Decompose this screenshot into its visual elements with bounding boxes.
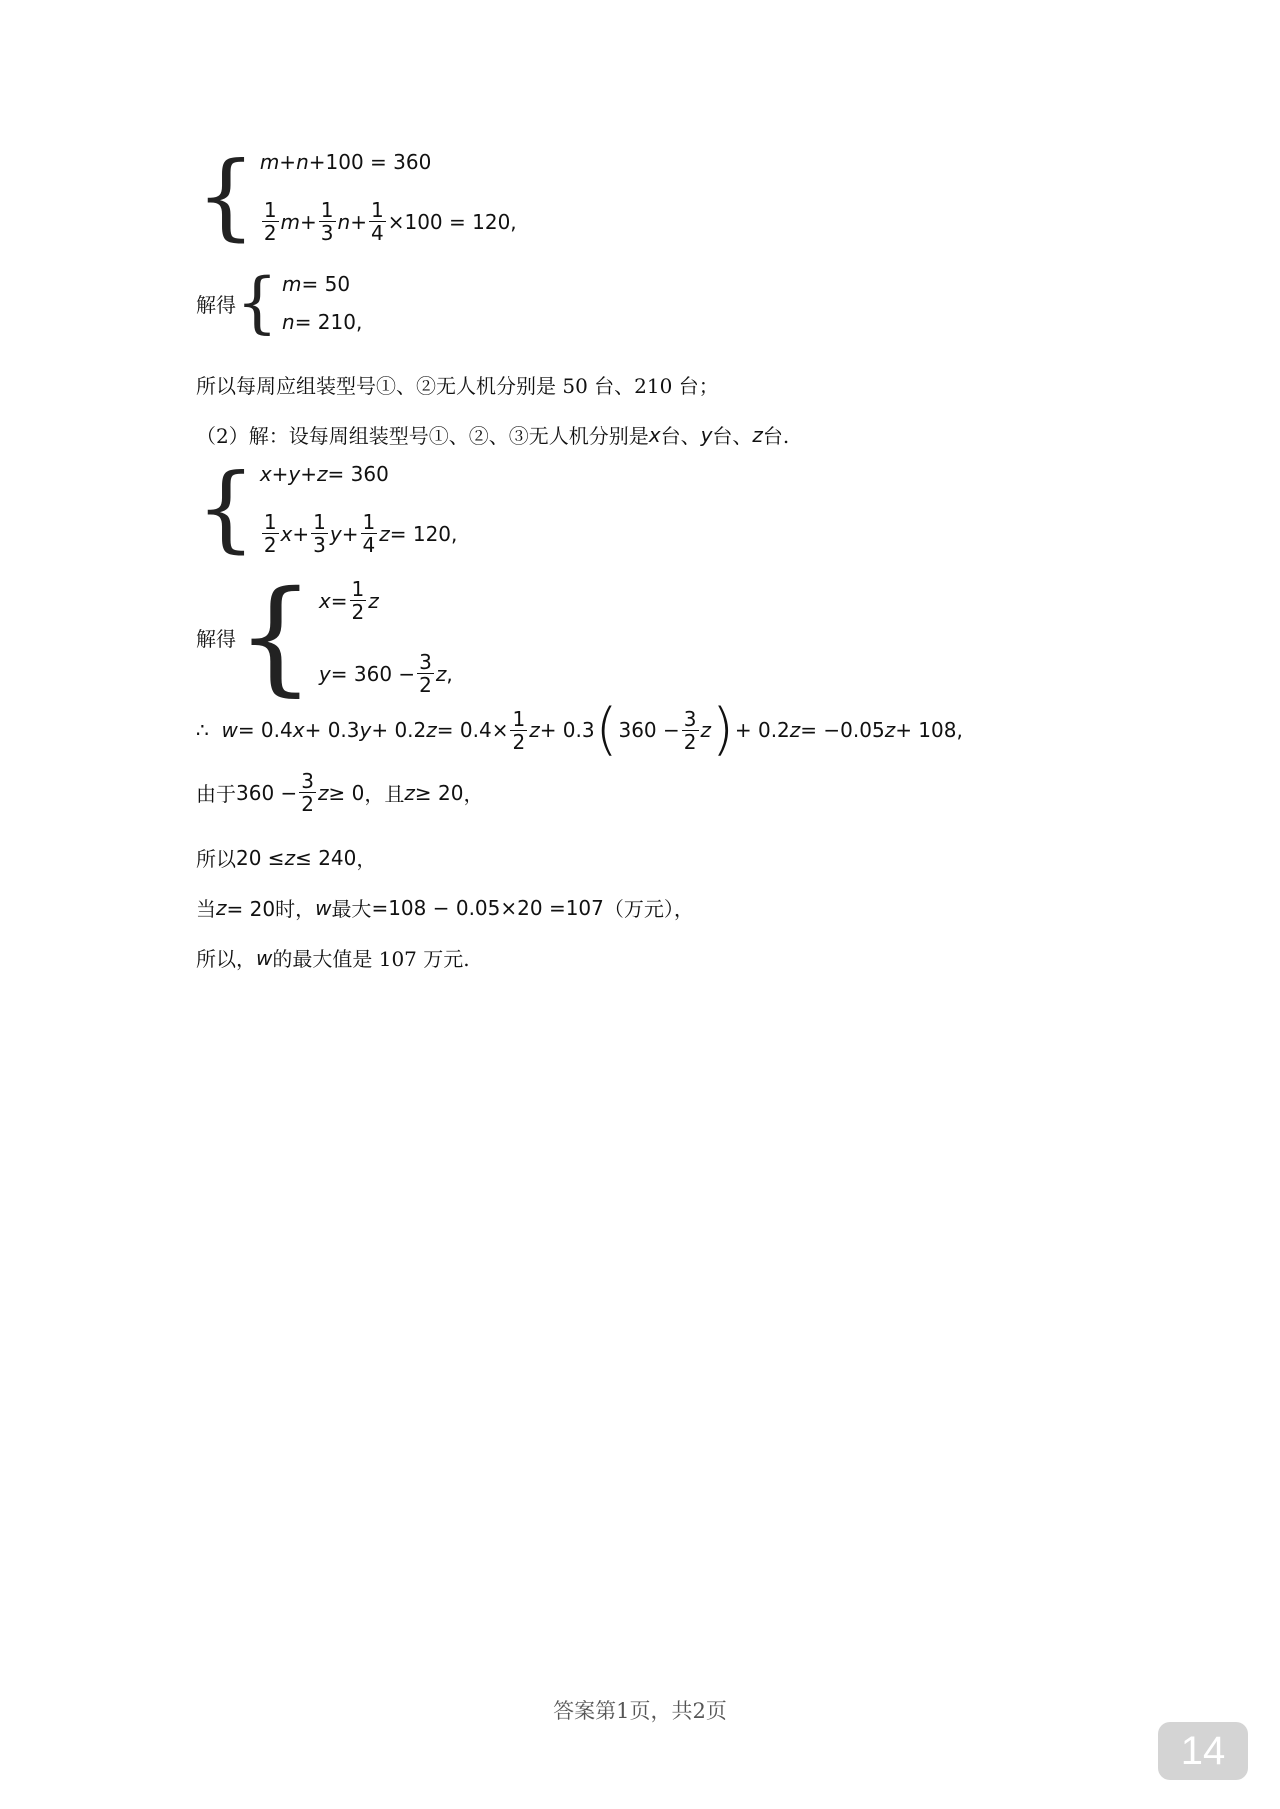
eq1-row1: m + n +100 = 360 bbox=[259, 150, 432, 174]
right-paren: ) bbox=[712, 697, 734, 762]
eq2-row2: $\frac{1}{2}$ x + $\frac{1}{3}$ y + $\frac{1}{4}$ z = 120 , bbox=[263, 510, 458, 557]
fraction: $\frac{3}{2}$ bbox=[301, 769, 315, 816]
fraction: $\frac{1}{3}$ bbox=[320, 198, 334, 245]
sol2-row2: y = 360 − $\frac{3}{2}$ z , bbox=[318, 650, 453, 697]
fraction: $\frac{1}{4}$ bbox=[370, 198, 384, 245]
fraction: $\frac{1}{3}$ bbox=[313, 510, 326, 557]
fraction: $\frac{1}{2}$ bbox=[512, 706, 526, 754]
range-line: 所以 20 ≤ z ≤ 240 ， bbox=[196, 845, 377, 871]
solve-label: 解得 bbox=[196, 626, 236, 651]
brace: { bbox=[196, 454, 256, 563]
brace: { bbox=[236, 264, 278, 341]
final-line: 所以， w 的最大值是 107 万元. bbox=[196, 945, 470, 971]
brace: { bbox=[236, 565, 315, 709]
brace: { bbox=[196, 142, 256, 251]
page-number-badge: 14 bbox=[1158, 1722, 1248, 1780]
fraction: $\frac{3}{2}$ bbox=[683, 706, 697, 754]
page-footer: 答案第1页，共2页 bbox=[553, 1699, 727, 1723]
system-eq1 bbox=[196, 142, 517, 251]
fraction: $\frac{3}{2}$ bbox=[419, 650, 432, 697]
since-line: 由于 360 − $\frac{3}{2}$ z ≥ 0 ，且 z ≥ 20 ， bbox=[196, 769, 484, 816]
eq1-row2: $\frac{1}{2}$ m + $\frac{1}{3}$ n + $\frac{1}{4}$ ×100 = 120 , bbox=[263, 198, 517, 245]
fraction: $\frac{1}{2}$ bbox=[351, 577, 365, 624]
fraction: $\frac{1}{2}$ bbox=[263, 510, 277, 557]
left-paren: ( bbox=[595, 697, 618, 762]
max-line: 当 z = 20时， w 最大 =108 − 0.05×20 =107 （万元）， bbox=[196, 895, 694, 921]
fraction: $\frac{1}{2}$ bbox=[263, 198, 277, 245]
sol1-row2: n = 210 , bbox=[282, 310, 363, 334]
eq2-row1: x + y + z = 360 bbox=[259, 462, 389, 486]
solution-2 bbox=[196, 565, 453, 709]
system-eq2 bbox=[196, 454, 458, 563]
part2-statement: （2）解：设每周组装型号①、②、③无人机分别是 x 台、 y 台、 z 台. bbox=[196, 422, 790, 448]
sol1-row1: m = 50 bbox=[282, 272, 351, 296]
conclusion-1: 所以每周应组装型号①、②无人机分别是 50 台、210 台； bbox=[196, 374, 719, 398]
solution-1 bbox=[196, 264, 363, 341]
solve-label: 解得 bbox=[196, 292, 236, 317]
sol2-row1: x = $\frac{1}{2}$ z bbox=[318, 577, 379, 624]
fraction: $\frac{1}{4}$ bbox=[362, 510, 376, 557]
w-expression: ∴ w = 0.4 x + 0.3 y + 0.2 z = 0.4× $\frac{1}{2}$ z + 0.3 ( 360 − $\frac{3}{2}$ z ) + 0.2 z = −0.05 z + 108 , bbox=[196, 697, 963, 762]
